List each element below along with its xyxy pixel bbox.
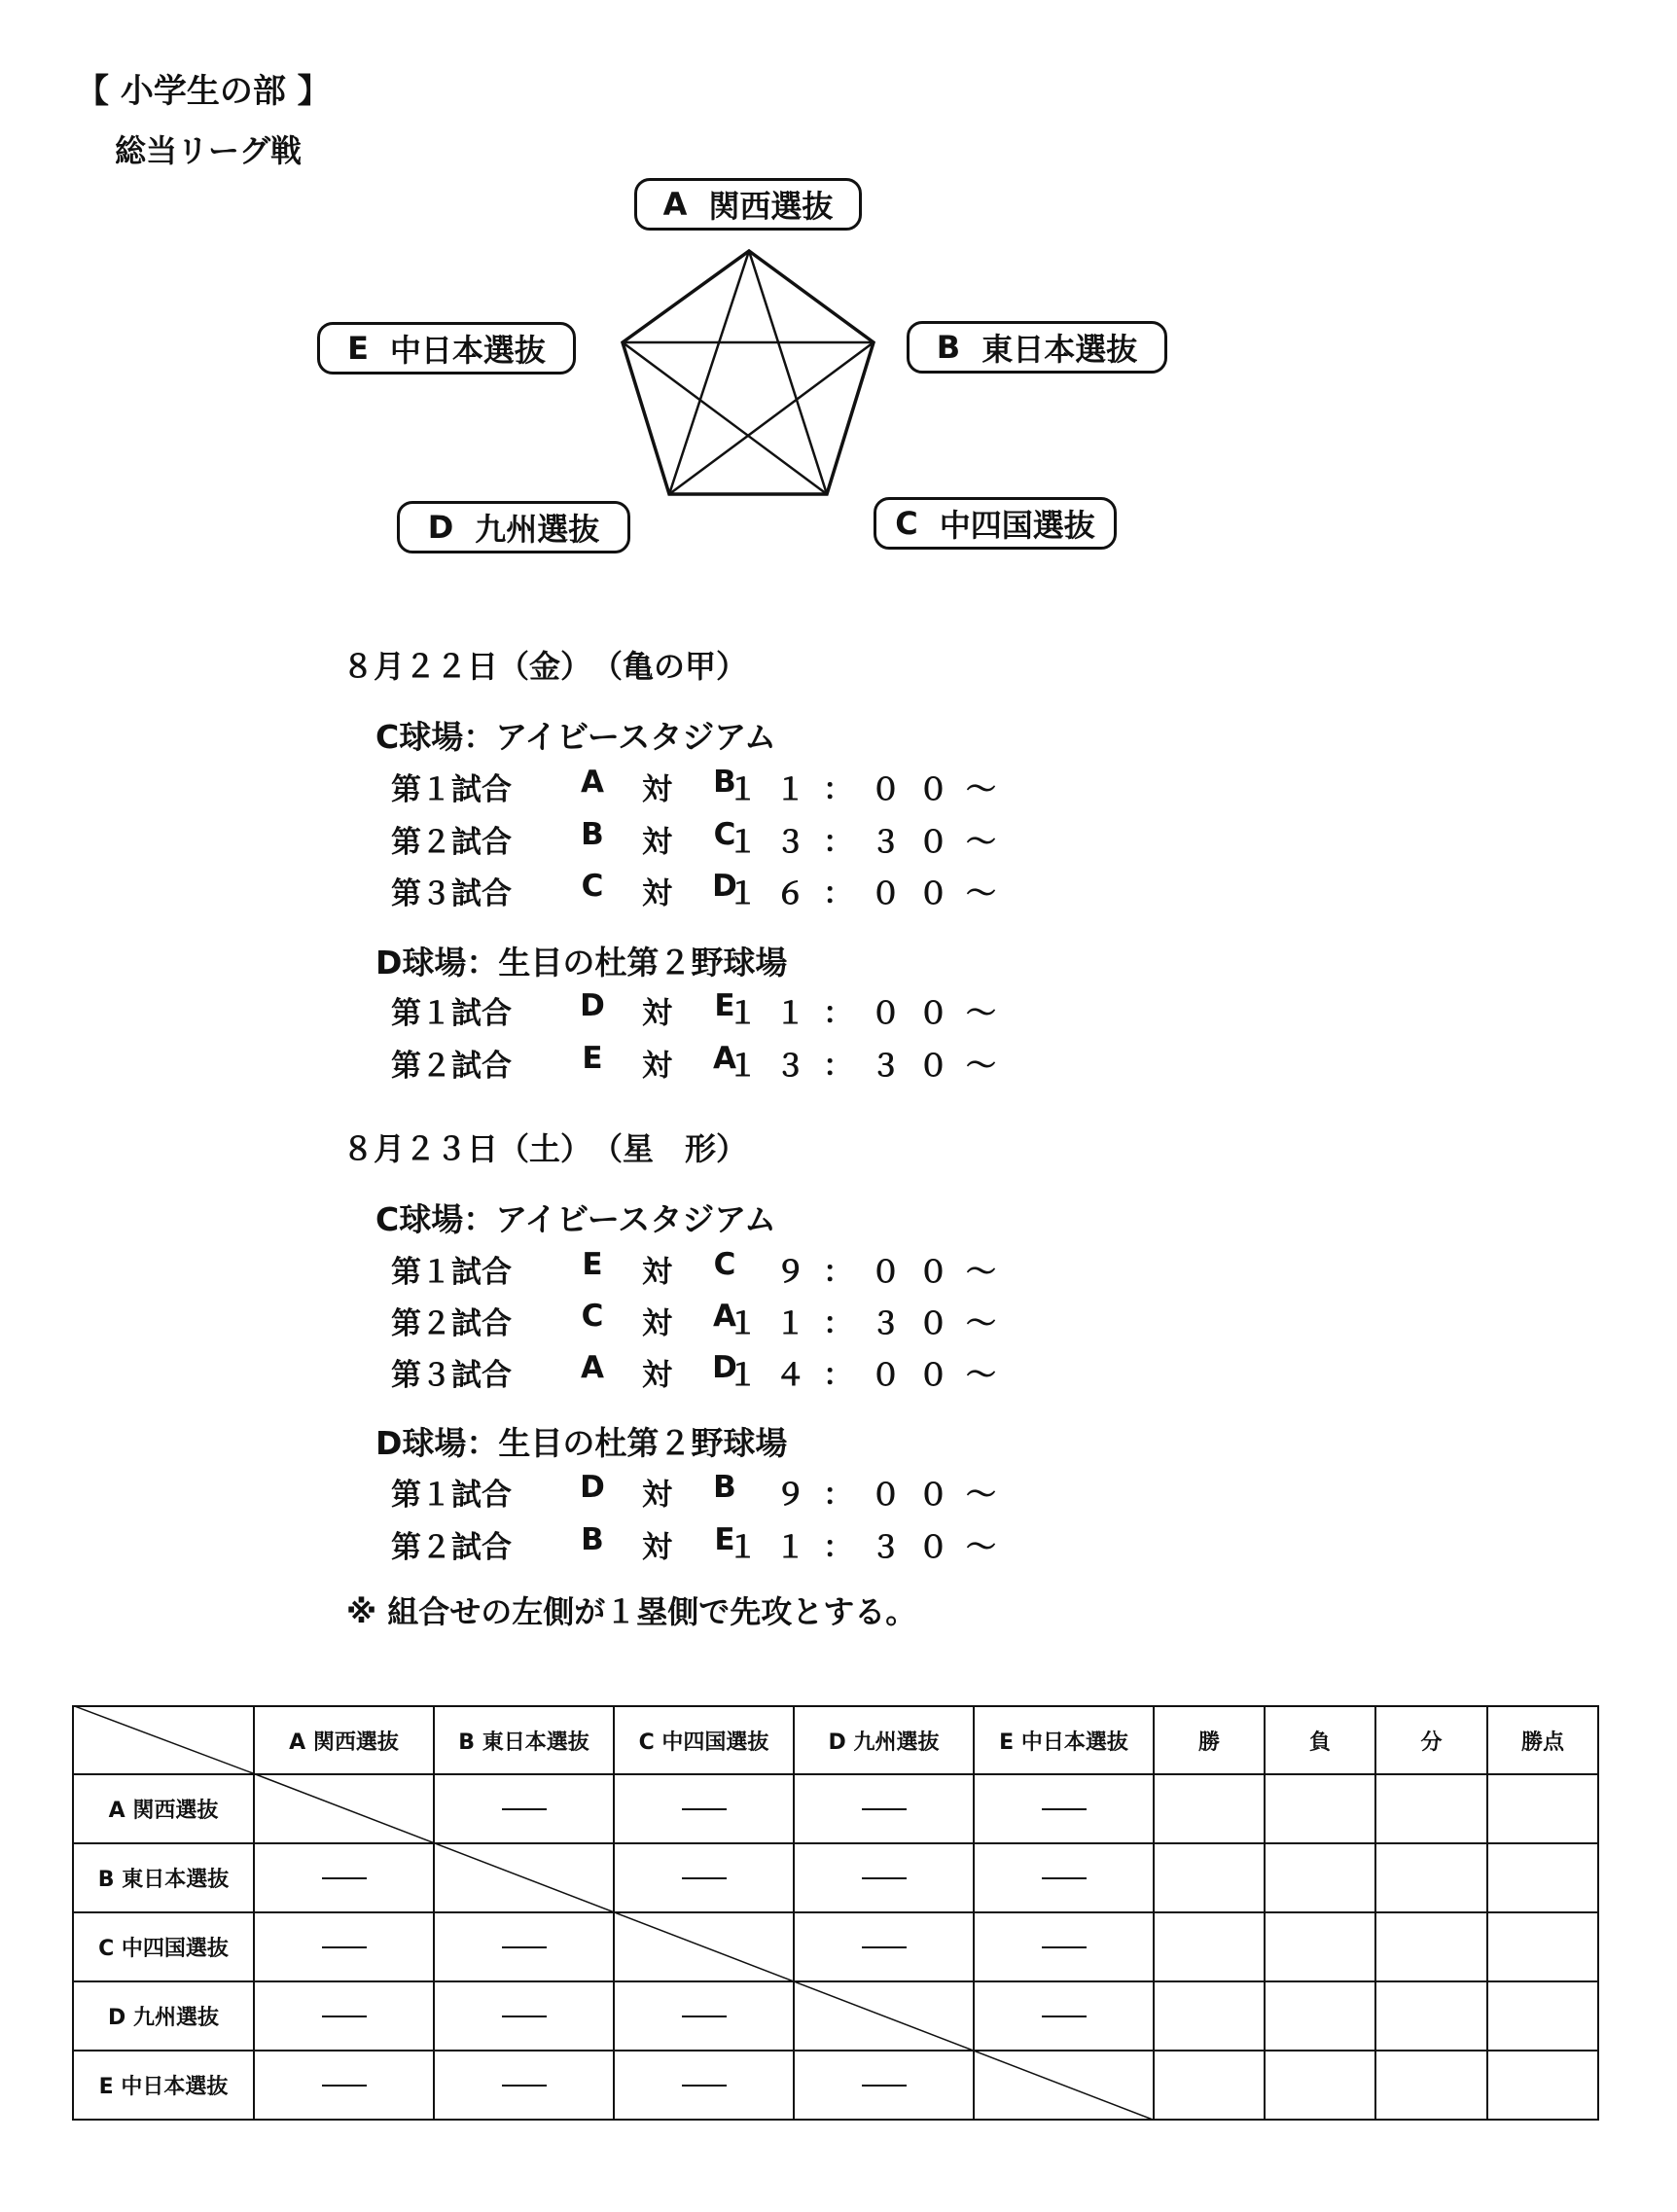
losses-cell[interactable] [1265, 1981, 1375, 2051]
dash-mark [322, 2016, 367, 2017]
table-corner-cell [73, 1706, 254, 1774]
away-team: C [713, 817, 736, 852]
team-letter: B [936, 329, 961, 366]
row-header: D 九州選抜 [73, 1981, 254, 2051]
versus-label: 対 [642, 1306, 672, 1341]
home-team: E [582, 1041, 603, 1076]
column-header-draws: 分 [1375, 1706, 1487, 1774]
wins-cell[interactable] [1154, 1912, 1265, 1981]
team-box-d [397, 501, 630, 553]
result-cell[interactable] [614, 1981, 794, 2051]
team-box-c [874, 497, 1117, 550]
away-team: B [713, 765, 736, 800]
self-match-cell [794, 1981, 974, 2051]
result-cell[interactable] [794, 1774, 974, 1843]
dash-mark [682, 1808, 727, 1810]
table-row [73, 1843, 1598, 1912]
match-number: 第２試合 [391, 1306, 512, 1341]
away-team: B [713, 1470, 736, 1505]
home-team: D [580, 988, 605, 1023]
row-header: C 中四国選抜 [73, 1912, 254, 1981]
versus-label: 対 [642, 996, 672, 1031]
start-time: １１：００～ [728, 772, 1014, 807]
diagonal-a-c [749, 251, 827, 494]
team-letter: C [895, 505, 918, 542]
draws-cell[interactable] [1375, 1981, 1487, 2051]
diagonal-a-d [669, 251, 749, 494]
wins-cell[interactable] [1154, 1774, 1265, 1843]
match-number: 第３試合 [391, 876, 512, 911]
dash-mark [502, 1946, 547, 1948]
result-cell[interactable] [974, 1981, 1154, 2051]
dash-mark [682, 2085, 727, 2087]
table-header-row [73, 1706, 1598, 1774]
versus-label: 対 [642, 1255, 672, 1290]
team-name: 東日本選抜 [981, 331, 1138, 368]
team-name: 九州選抜 [475, 511, 600, 548]
team-name: 中四国選抜 [939, 507, 1095, 544]
result-cell[interactable] [794, 1843, 974, 1912]
team-box-e [317, 322, 576, 375]
away-team: D [712, 869, 737, 904]
dash-mark [322, 2085, 367, 2087]
wins-cell[interactable] [1154, 1843, 1265, 1912]
day-1-header: ８月２２日（金） （亀の甲） [342, 648, 748, 685]
points-cell[interactable] [1487, 2051, 1598, 2120]
column-header-losses: 負 [1265, 1706, 1375, 1774]
home-team: C [581, 869, 604, 904]
result-cell[interactable] [614, 2051, 794, 2120]
table-row [73, 1774, 1598, 1843]
away-team: C [713, 1247, 736, 1282]
day-2-field-d-header: D球場：生目の杜第２野球場 [375, 1424, 788, 1462]
home-team: D [580, 1470, 605, 1505]
match-number: 第１試合 [391, 1255, 512, 1290]
match-number: 第３試合 [391, 1358, 512, 1393]
result-cell[interactable] [434, 1774, 614, 1843]
row-header: E 中日本選抜 [73, 2051, 254, 2120]
draws-cell[interactable] [1375, 2051, 1487, 2120]
result-cell[interactable] [254, 1912, 434, 1981]
match-row [391, 765, 1014, 807]
dash-mark [1042, 1877, 1087, 1879]
draws-cell[interactable] [1375, 1912, 1487, 1981]
start-time: ９：００～ [775, 1478, 1014, 1513]
match-row [391, 817, 1014, 860]
match-number: 第２試合 [391, 1049, 512, 1084]
home-team: C [581, 1299, 604, 1334]
self-match-cell [614, 1912, 794, 1981]
points-cell[interactable] [1487, 1774, 1598, 1843]
result-cell[interactable] [434, 1981, 614, 2051]
match-number: 第１試合 [391, 996, 512, 1031]
points-cell[interactable] [1487, 1843, 1598, 1912]
column-header-points: 勝点 [1487, 1706, 1598, 1774]
team-box-a [634, 178, 862, 231]
dash-mark [862, 1877, 907, 1879]
versus-label: 対 [642, 1358, 672, 1393]
draws-cell[interactable] [1375, 1774, 1487, 1843]
points-cell[interactable] [1487, 1912, 1598, 1981]
home-team: B [581, 817, 604, 852]
versus-label: 対 [642, 1049, 672, 1084]
column-header-wins: 勝 [1154, 1706, 1265, 1774]
dash-mark [682, 1877, 727, 1879]
batting-order-note: ※ 組合せの左側が１塁側で先攻とする。 [346, 1593, 917, 1630]
result-cell[interactable] [974, 1912, 1154, 1981]
column-header: E 中日本選抜 [974, 1706, 1154, 1774]
wins-cell[interactable] [1154, 2051, 1265, 2120]
team-letter: E [347, 330, 369, 367]
team-letter: D [427, 509, 454, 546]
dash-mark [682, 2016, 727, 2017]
dash-mark [1042, 1946, 1087, 1948]
column-header: C 中四国選抜 [614, 1706, 794, 1774]
column-header: D 九州選抜 [794, 1706, 974, 1774]
match-row [391, 869, 1014, 911]
diagonal-b-d [669, 342, 874, 494]
row-header: A 関西選抜 [73, 1774, 254, 1843]
dash-mark [322, 1946, 367, 1948]
home-team: E [582, 1247, 603, 1282]
table-row [73, 1912, 1598, 1981]
section-title: 【 小学生の部 】 [76, 72, 331, 111]
match-row [391, 1041, 1014, 1084]
match-row [391, 1247, 1014, 1290]
dash-mark [502, 2016, 547, 2017]
away-team: A [713, 1041, 736, 1076]
dash-mark [862, 2085, 907, 2087]
self-match-cell [974, 2051, 1154, 2120]
team-box-b [907, 321, 1167, 374]
draws-cell[interactable] [1375, 1843, 1487, 1912]
row-header: B 東日本選抜 [73, 1843, 254, 1912]
home-team: B [581, 1522, 604, 1557]
dash-mark [322, 1877, 367, 1879]
versus-label: 対 [642, 825, 672, 860]
result-cell[interactable] [974, 1843, 1154, 1912]
result-cell[interactable] [434, 1912, 614, 1981]
result-cell[interactable] [254, 1981, 434, 2051]
result-cell[interactable] [614, 1843, 794, 1912]
team-name: 中日本選抜 [389, 332, 546, 369]
versus-label: 対 [642, 1478, 672, 1513]
dash-mark [1042, 2016, 1087, 2017]
wins-cell[interactable] [1154, 1981, 1265, 2051]
start-time: １６：００～ [728, 876, 1014, 911]
self-match-cell [434, 1843, 614, 1912]
result-cell[interactable] [434, 2051, 614, 2120]
match-row [391, 988, 1014, 1031]
team-name: 関西選抜 [708, 188, 834, 225]
losses-cell[interactable] [1265, 2051, 1375, 2120]
versus-label: 対 [642, 1530, 672, 1565]
dash-mark [502, 2085, 547, 2087]
home-team: A [581, 1350, 604, 1385]
away-team: D [712, 1350, 737, 1385]
start-time: ９：００～ [775, 1255, 1014, 1290]
home-team: A [581, 765, 604, 800]
result-cell[interactable] [614, 1774, 794, 1843]
start-time: １１：００～ [728, 996, 1014, 1031]
dash-mark [502, 1808, 547, 1810]
day-1-field-d-header: D球場：生目の杜第２野球場 [375, 944, 788, 981]
day-2-field-c-header: C球場：アイビースタジアム [375, 1200, 776, 1238]
dash-mark [862, 1946, 907, 1948]
day-1-field-c-header: C球場：アイビースタジアム [375, 718, 776, 756]
result-cell[interactable] [794, 1912, 974, 1981]
day-2-header: ８月２３日（土） （星 形） [342, 1130, 748, 1167]
losses-cell[interactable] [1265, 1843, 1375, 1912]
column-header: B 東日本選抜 [434, 1706, 614, 1774]
match-row [391, 1350, 1014, 1393]
away-team: A [713, 1299, 736, 1334]
start-time: １３：３０～ [728, 825, 1014, 860]
self-match-cell [254, 1774, 434, 1843]
start-time: １１：３０～ [728, 1306, 1014, 1341]
match-row [391, 1470, 1014, 1513]
result-cell[interactable] [974, 1774, 1154, 1843]
away-team: E [714, 988, 735, 1023]
table-row [73, 1981, 1598, 2051]
team-letter: A [662, 186, 688, 223]
match-number: 第１試合 [391, 1478, 512, 1513]
diagonal-c-e [623, 342, 827, 494]
match-number: 第１試合 [391, 772, 512, 807]
match-number: 第２試合 [391, 1530, 512, 1565]
dash-mark [1042, 1808, 1087, 1810]
start-time: １１：３０～ [728, 1530, 1014, 1565]
match-number: 第２試合 [391, 825, 512, 860]
match-row [391, 1522, 1014, 1565]
start-time: １３：３０～ [728, 1049, 1014, 1084]
pentagon-outline [623, 251, 874, 494]
points-cell[interactable] [1487, 1981, 1598, 2051]
away-team: E [714, 1522, 735, 1557]
start-time: １４：００～ [728, 1358, 1014, 1393]
dash-mark [862, 1808, 907, 1810]
column-header: A 関西選抜 [254, 1706, 434, 1774]
versus-label: 対 [642, 876, 672, 911]
league-results-table [72, 1705, 1599, 2121]
table-row [73, 2051, 1598, 2120]
versus-label: 対 [642, 772, 672, 807]
losses-cell[interactable] [1265, 1774, 1375, 1843]
losses-cell[interactable] [1265, 1912, 1375, 1981]
result-cell[interactable] [254, 1843, 434, 1912]
result-cell[interactable] [794, 2051, 974, 2120]
league-format-title: 総当リーグ戦 [115, 132, 303, 169]
match-row [391, 1299, 1014, 1341]
result-cell[interactable] [254, 2051, 434, 2120]
